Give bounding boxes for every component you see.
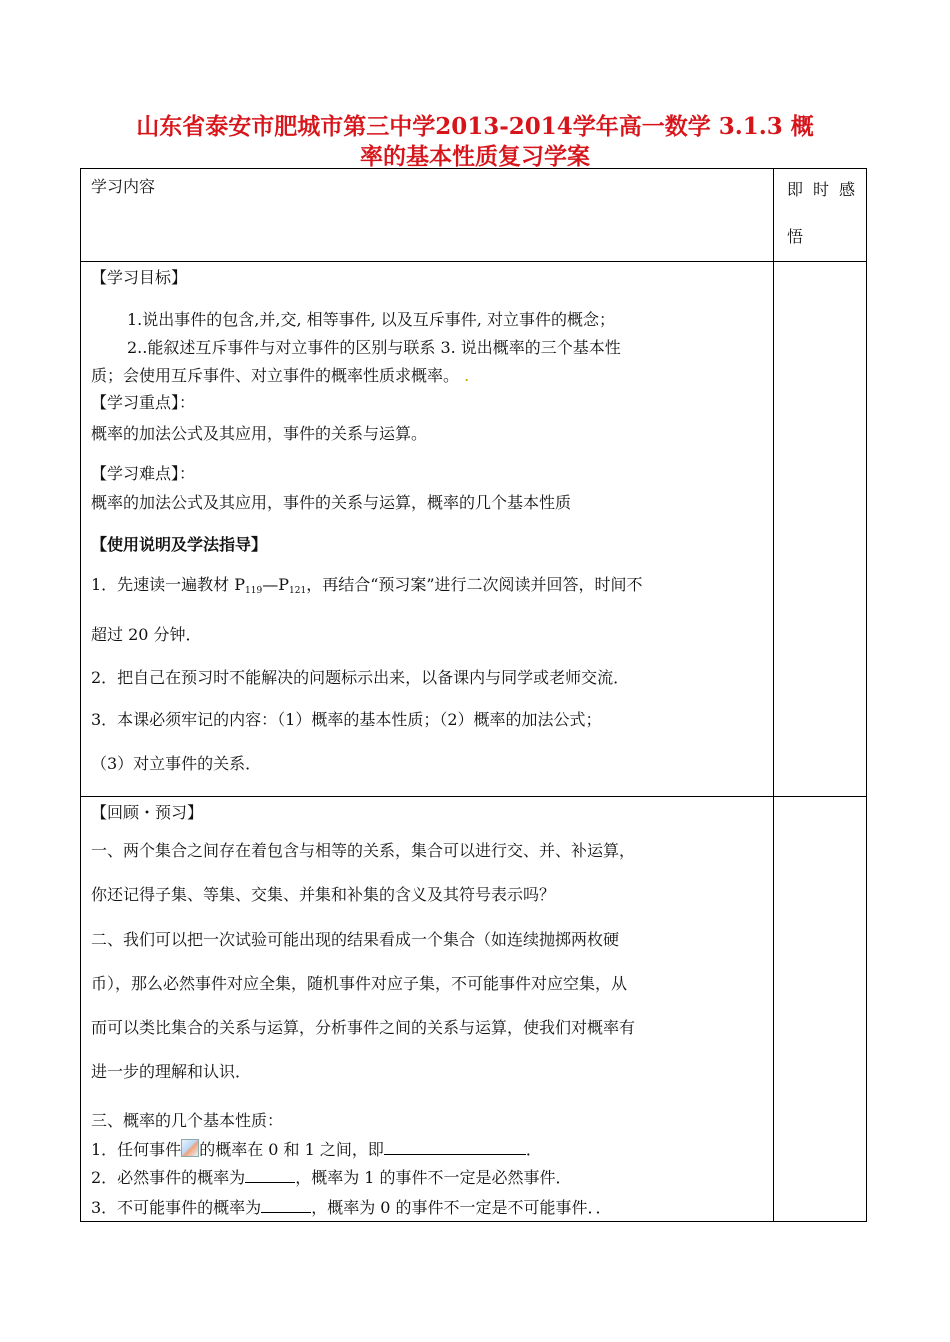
goal-heading: 【学习目标】 — [91, 268, 188, 287]
review-para-2d: 进一步的理解和认识． — [91, 1062, 252, 1081]
property-1-prefix: 1．任何事件 — [91, 1140, 182, 1159]
answer-blank-3[interactable] — [261, 1198, 311, 1213]
page-subscript-start: 119 — [245, 586, 263, 596]
study-table — [80, 168, 867, 1222]
column-divider — [773, 169, 774, 1221]
review-para-2b: 币），那么必然事件对应全集，随机事件对应子集，不可能事件对应空集，从 — [91, 974, 628, 993]
property-item-3 — [91, 1198, 612, 1218]
guide-item-1a-text: 1．先速读一遍教材 P — [91, 575, 246, 594]
review-para-2c: 而可以类比集合的关系与运算，分析事件之间的关系与运算，使我们对概率有 — [91, 1018, 636, 1037]
key-heading: 【学习重点】： — [91, 393, 196, 412]
answer-blank-2[interactable] — [245, 1168, 295, 1183]
property-1-middle: 的概率在 0 和 1 之间，即 — [199, 1140, 384, 1159]
document-title — [60, 112, 890, 172]
review-para-2a: 二、我们可以把一次试验可能出现的结果看成一个集合（如连续抛掷两枚硬 — [91, 930, 620, 949]
guide-item-1b-text: ，再结合“预习案”进行二次阅读并回答，时间不 — [306, 575, 643, 594]
review-para-3: 三、概率的几个基本性质： — [91, 1111, 284, 1130]
header-side-label-2: 悟 — [787, 227, 814, 246]
row-divider-1 — [81, 261, 866, 262]
property-item-1 — [91, 1139, 542, 1160]
guide-item-3a: 3．本课必须牢记的内容：（1）概率的基本性质；（2）概率的加法公式； — [91, 710, 602, 729]
row-divider-2 — [81, 796, 866, 797]
property-3-suffix: ，概率为 0 的事件不一定是不可能事件．． — [311, 1198, 612, 1217]
guide-item-2: 2．把自己在预习时不能解决的问题标示出来，以备课内与同学或老师交流． — [91, 668, 630, 687]
difficulty-heading: 【学习难点】： — [91, 464, 196, 483]
goal-item-2b-mark: . — [464, 366, 470, 385]
page-subscript-end: 121 — [289, 586, 307, 596]
goal-item-2a: 2..能叙述互斥事件与对立事件的区别与联系 3. 说出概率的三个基本性 — [127, 338, 621, 357]
review-para-1b: 你还记得子集、等集、交集、并集和补集的含义及其符号表示吗？ — [91, 885, 556, 904]
goal-item-2b-line — [91, 366, 469, 386]
header-content-label: 学习内容 — [91, 177, 156, 196]
review-para-1a: 一、两个集合之间存在着包含与相等的关系，集合可以进行交、并、补运算， — [91, 841, 636, 860]
header-side-label-1: 即时感 — [787, 180, 866, 199]
title-line-1: 山东省泰安市肥城市第三中学2013-2014学年高一数学 3.1.3 概 — [136, 113, 814, 140]
goal-item-1: 1.说出事件的包含,并,交, 相等事件, 以及互斥事件, 对立事件的概念； — [127, 310, 615, 329]
property-2-suffix: ，概率为 1 的事件不一定是必然事件． — [295, 1168, 572, 1187]
difficulty-text: 概率的加法公式及其应用，事件的关系与运算，概率的几个基本性质 — [91, 493, 572, 512]
guide-item-1-dash: —P — [262, 575, 289, 594]
guide-item-1a — [91, 575, 643, 601]
answer-blank-1[interactable] — [384, 1140, 526, 1155]
goal-item-2b: 质；会使用互斥事件、对立事件的概率性质求概率。 — [91, 366, 460, 385]
property-item-2 — [91, 1168, 572, 1188]
guide-heading: 【使用说明及学法指导】 — [91, 535, 268, 554]
property-1-suffix: ． — [525, 1140, 542, 1159]
guide-item-1c: 超过 20 分钟． — [91, 625, 202, 644]
title-line-2: 率的基本性质复习学案 — [360, 143, 590, 170]
review-heading: 【回顾・预习】 — [91, 803, 204, 822]
property-3-prefix: 3．不可能事件的概率为 — [91, 1198, 262, 1217]
property-2-prefix: 2．必然事件的概率为 — [91, 1168, 246, 1187]
key-text: 概率的加法公式及其应用，事件的关系与运算。 — [91, 424, 428, 443]
guide-item-3b: （3）对立事件的关系． — [91, 754, 262, 773]
event-image-icon — [181, 1139, 199, 1157]
